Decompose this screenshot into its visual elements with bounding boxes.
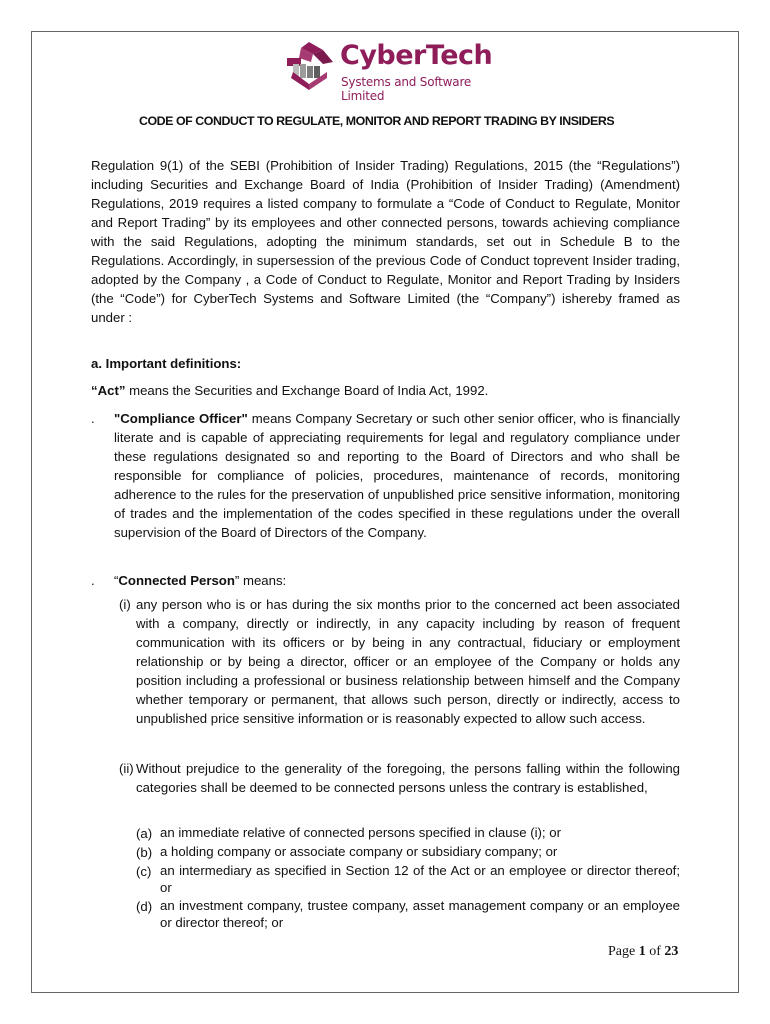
- clause-label: (c): [136, 864, 152, 879]
- total-pages: 23: [664, 944, 679, 959]
- clause-text: an investment company, trustee company, asset management company or an employee or director thereof; or: [160, 898, 680, 930]
- bullet-mark: .: [91, 573, 95, 588]
- section-heading: a. Important definitions:: [91, 356, 242, 371]
- definition-connected-person: [114, 571, 680, 590]
- definition-term: Connected Person: [118, 573, 235, 588]
- clause-text: an immediate relative of connected persons specified in clause (i); or: [160, 825, 561, 840]
- cybertech-emblem-icon: [283, 40, 337, 94]
- definition-text: ” means:: [234, 573, 287, 588]
- subitem-label: (i): [119, 597, 131, 612]
- document-title: CODE OF CONDUCT TO REGULATE, MONITOR AND REPORT TRADING BY INSIDERS: [139, 114, 615, 128]
- subitem-label: (ii): [119, 761, 134, 776]
- definition-act: [91, 383, 488, 398]
- clause-label: (d): [136, 899, 153, 914]
- definition-compliance-officer: [114, 409, 680, 542]
- subitem-i-text: any person who is or has during the six months prior to the concerned act been associated with a company, directly or indirectly, in any capacity including by reason of frequent communication with its officers or by being in any contractual, fiduciary or employment relationship or by being a director, officer or an employee of the Company or holds any position including a professional or business relationship between himself and the Company whether temporary or permanent, that allows such person, directly or indirectly, access to unpublished price sensitive information or is reasonably expected to allow such access.: [136, 597, 680, 726]
- definition-text: means Company Secretary or such other senior officer, who is financially literate and is capable of appreciating requirements for legal and regulatory compliance under these regulations designated so and reporting to the Board of Directors and who shall be responsible for compliance of policies, procedures, maintenance of records, monitoring adherence to the rules for the preservation of unpublished price sensitive information, monitoring of trades and the implementation of the codes specified in these regulations under the overall supervision of the Board of Directors of the Company.: [114, 411, 680, 540]
- clause-label: (a): [136, 826, 153, 841]
- clause-text: a holding company or associate company or subsidiary company; or: [160, 844, 558, 859]
- definition-term: “Act”: [91, 383, 126, 398]
- page-label: Page: [608, 944, 636, 959]
- definition-term: "Compliance Officer": [114, 411, 248, 426]
- subitem-ii-text: Without prejudice to the generality of the foregoing, the persons falling within the following categories shall be deemed to be connected persons unless the contrary is established,: [136, 761, 680, 795]
- of-label: of: [649, 944, 661, 959]
- company-logo: [283, 40, 493, 103]
- clause-text: an intermediary as specified in Section 12 of the Act or an employee or director thereof; or: [160, 863, 680, 895]
- intro-paragraph: Regulation 9(1) of the SEBI (Prohibition of Insider Trading) Regulations, 2015 (the “Regulations”) including Securities and Exchange Board of India (Prohibition of Insider Trading) (Amendment) Regulations, 2019 requires a listed company to formulate a “Code of Conduct to Regulate, Monitor and Report Trading” by its employees and other connected persons, towards achieving compliance with the said Regulations, adopting the minimum standards, set out in Schedule B to the Regulations. Accordingly, in supersession of the previous Code of Conduct toprevent Insider trading, adopted by the Company , a Code of Conduct to Regulate, Monitor and Report Trading by Insiders (the “Code”) for CyberTech Systems and Software Limited (the “Company”) ishereby framed as under :: [91, 158, 680, 325]
- logo-wordmark: CyberTech: [340, 40, 493, 71]
- definition-text: means the Securities and Exchange Board of India Act, 1992.: [125, 383, 489, 398]
- definition-quote: “: [114, 573, 119, 588]
- bullet-mark: .: [91, 411, 95, 426]
- page-number: [608, 944, 678, 960]
- clause-label: (b): [136, 845, 153, 860]
- current-page: 1: [638, 944, 646, 959]
- logo-tagline: Systems and Software Limited: [341, 75, 472, 103]
